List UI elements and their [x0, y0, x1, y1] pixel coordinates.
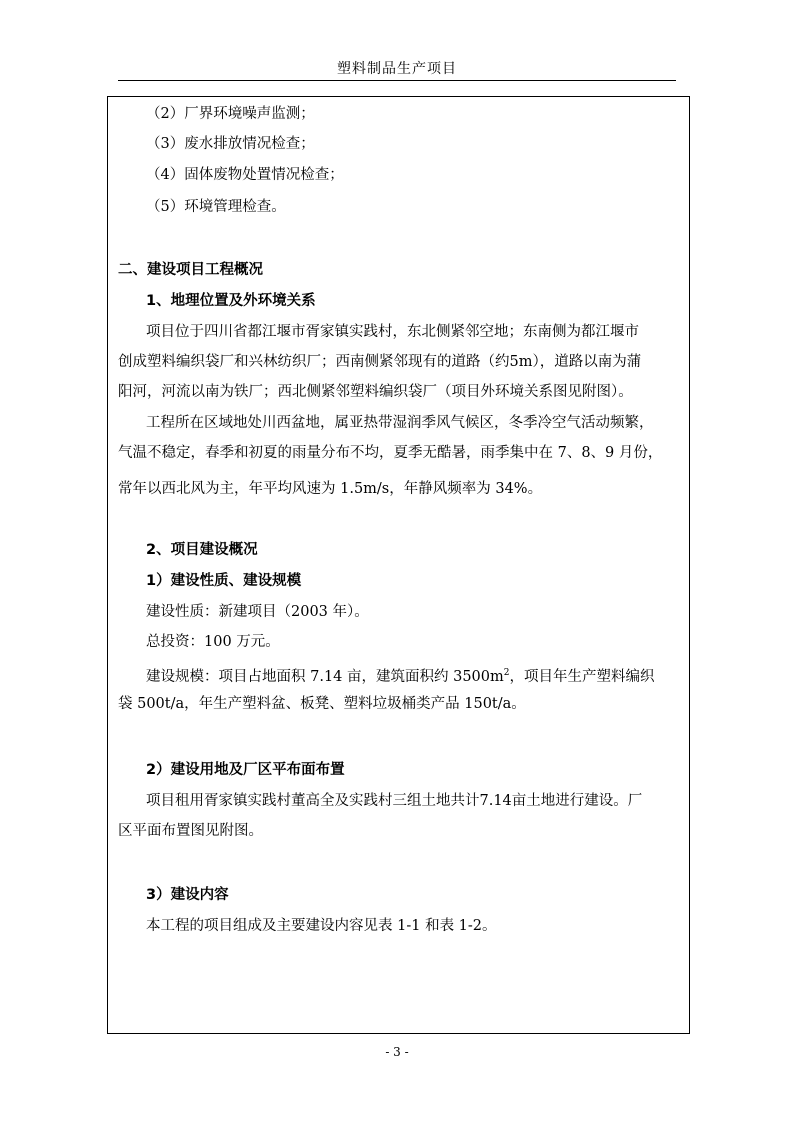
paragraph-line: 项目位于四川省都江堰市胥家镇实践村，东北侧紧邻空地；东南侧为都江堰市: [146, 324, 639, 340]
section-heading: 二、建设项目工程概况: [118, 262, 263, 278]
subsection-heading: 2、项目建设概况: [146, 542, 258, 558]
paragraph-line: 阳河，河流以南为铁厂；西北侧紧邻塑料编织袋厂（项目外环境关系图见附图）。: [118, 384, 633, 400]
paragraph-line: [146, 663, 655, 687]
scale-text: ，项目年生产塑料编织: [509, 668, 655, 685]
subsection-heading: 1、地理位置及外环境关系: [146, 293, 316, 309]
paragraph-line: 区平面布置图见附图。: [118, 823, 263, 839]
item-heading: 2）建设用地及厂区平布面布置: [146, 762, 345, 778]
scale-text: 建设规模：项目占地面积 7.14 亩，建筑面积约 3500m: [146, 668, 504, 685]
paragraph-line: 袋 500t/a，年生产塑料盆、板凳、塑料垃圾桶类产品 150t/a。: [118, 696, 526, 712]
paragraph-line: 创成塑料编织袋厂和兴林纺织厂；西南侧紧邻现有的道路（约5m），道路以南为蒲: [118, 354, 642, 370]
paragraph-line: 气温不稳定，春季和初夏的雨量分布不均，夏季无酷暑，雨季集中在 7、8、9 月份，: [118, 445, 663, 461]
paragraph-line: 本工程的项目组成及主要建设内容见表 1-1 和表 1-2。: [146, 918, 497, 934]
check-item: （2）厂界环境噪声监测；: [146, 106, 315, 122]
check-item: （4）固体废物处置情况检查；: [146, 167, 344, 183]
paragraph-line: 总投资：100 万元。: [146, 634, 280, 650]
paragraph-line: 常年以西北风为主，年平均风速为 1.5m/s，年静风频率为 34%。: [118, 481, 543, 497]
page-header-title: 塑料制品生产项目: [337, 61, 457, 77]
check-item: （3）废水排放情况检查；: [146, 136, 315, 152]
header-rule: [118, 80, 676, 81]
paragraph-line: 项目租用胥家镇实践村董高全及实践村三组土地共计7.14亩土地进行建设。厂: [146, 793, 643, 809]
superscript: 2: [503, 668, 510, 678]
check-item: （5）环境管理检查。: [146, 199, 286, 215]
item-heading: 1）建设性质、建设规模: [146, 573, 302, 589]
paragraph-line: 建设性质：新建项目（2003 年）。: [146, 604, 369, 620]
item-heading: 3）建设内容: [146, 887, 229, 903]
paragraph-line: 工程所在区域地处川西盆地，属亚热带湿润季风气候区，冬季冷空气活动频繁，: [146, 415, 654, 431]
page-number: - 3 -: [385, 1045, 409, 1059]
